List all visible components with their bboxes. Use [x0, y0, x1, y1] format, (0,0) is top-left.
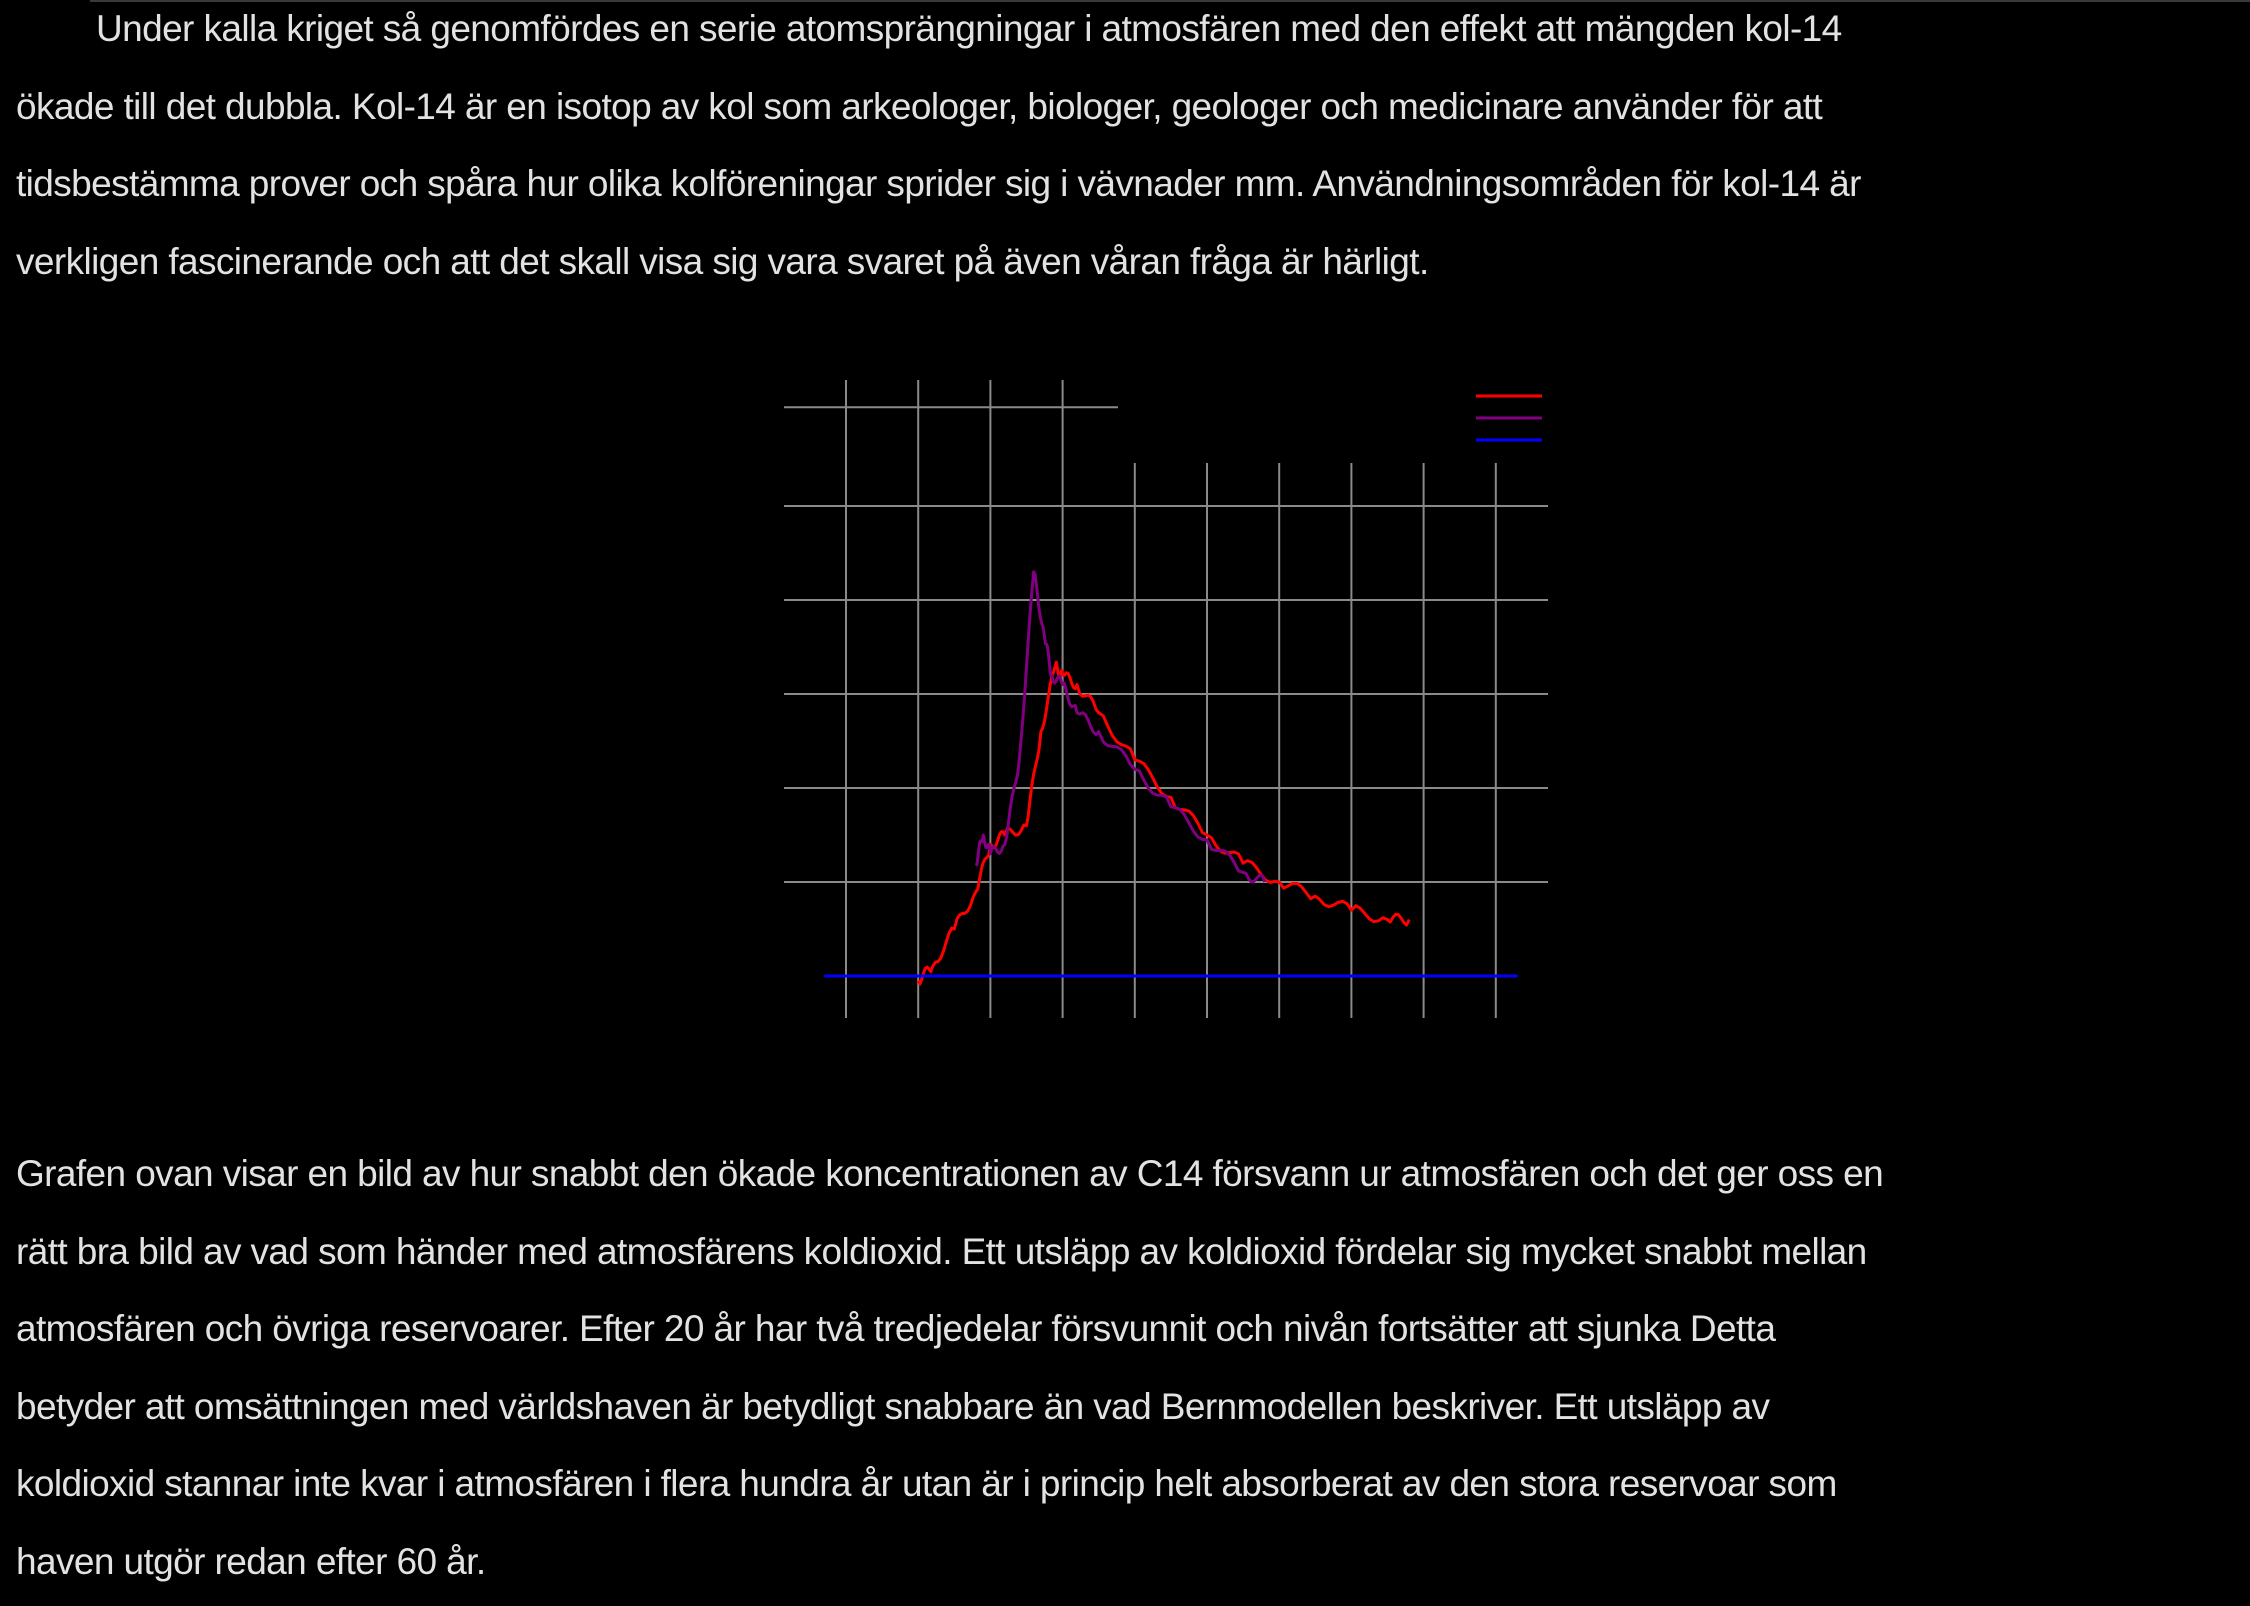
text-line: haven utgör redan efter 60 år. — [16, 1540, 486, 1582]
text-line: verkligen fascinerande och att det skall visa sig vara svaret på även våran fråga är härligt. — [16, 240, 1429, 282]
intro-paragraph — [16, 0, 2241, 300]
conclusion-paragraph — [16, 1135, 2241, 1600]
carbon14-chart — [768, 368, 1572, 1028]
text-line: rätt bra bild av vad som händer med atmosfärens koldioxid. Ett utsläpp av koldioxid fördelar sig mycket snabbt mellan — [16, 1230, 1867, 1272]
text-line: koldioxid stannar inte kvar i atmosfären i flera hundra år utan är i princip helt absorberat av den stora reservoar som — [16, 1463, 1837, 1504]
text-line: tidsbestämma prover och spåra hur olika kolföreningar sprider sig i vävnader mm. Användningsområden för kol-14 är — [16, 163, 1861, 204]
series-line — [918, 662, 1409, 984]
text-line: Under kalla kriget så genomfördes en serie atomsprängningar i atmosfären med den effekt att mängden kol-14 — [96, 8, 1842, 49]
text-line: betyder att omsättningen med världshaven är betydligt snabbare än vad Bernmodellen beskriver. Ett utsläpp av — [16, 1385, 1770, 1427]
text-line: ökade till det dubbla. Kol-14 är en isotop av kol som arkeologer, biologer, geologer och medicinare använder för att — [16, 85, 1823, 127]
chart-plot-area — [768, 368, 1572, 1028]
text-line: atmosfären och övriga reservoarer. Efter 20 år har två tredjedelar försvunnit och nivån fortsätter att sjunka Detta — [16, 1308, 1776, 1349]
text-line: Grafen ovan visar en bild av hur snabbt den ökade koncentrationen av C14 försvann ur atmosfären och det ger oss en — [16, 1153, 1884, 1194]
